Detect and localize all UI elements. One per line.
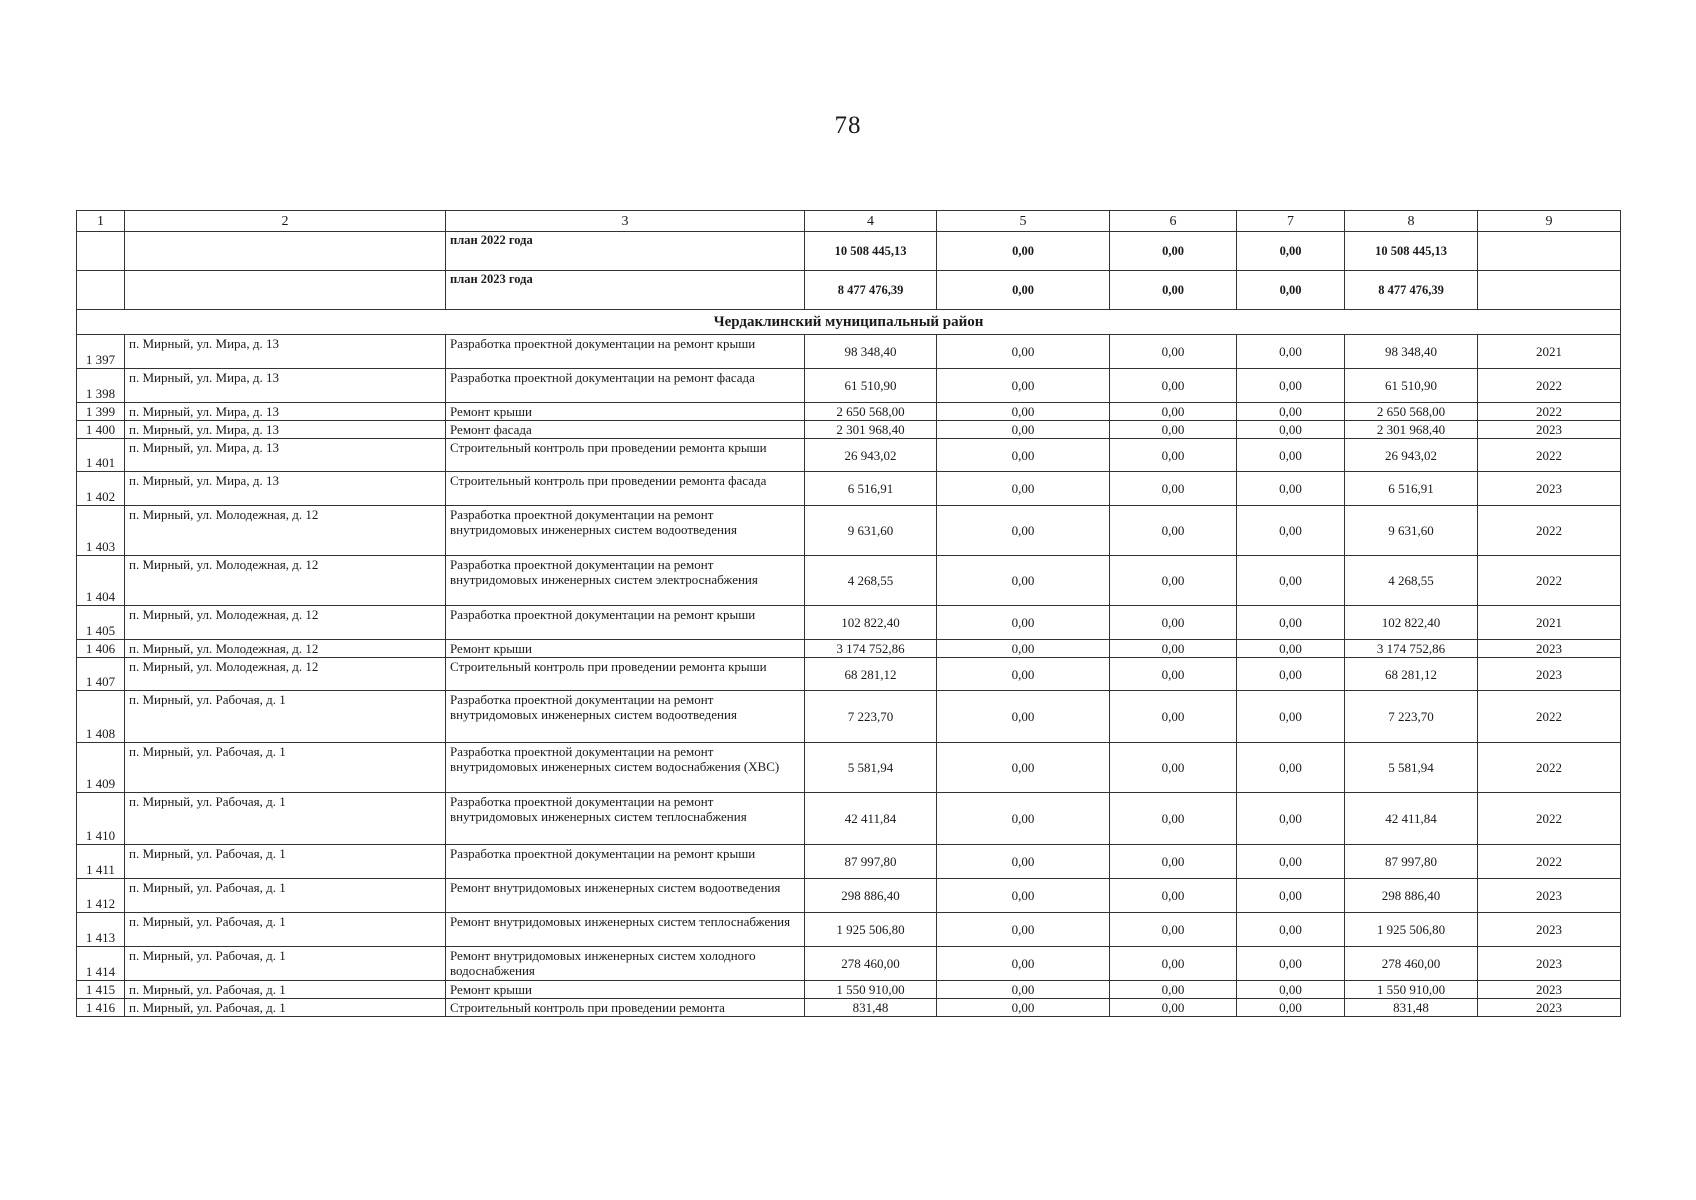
- fund-cell: 0,00: [937, 879, 1110, 913]
- year-cell: 2022: [1478, 691, 1621, 743]
- year-cell: 2022: [1478, 403, 1621, 421]
- work-type-cell: Строительный контроль при проведении ремонта крыши: [446, 439, 805, 472]
- fund-cell: 0,00: [937, 658, 1110, 691]
- address-cell: п. Мирный, ул. Рабочая, д. 1: [125, 845, 446, 879]
- local-budget-cell: 0,00: [1237, 999, 1345, 1017]
- budget-cell: 0,00: [1110, 403, 1237, 421]
- row-number: 1 401: [77, 439, 125, 472]
- owners-funds-cell: 102 822,40: [1345, 606, 1478, 640]
- work-type-cell: Ремонт внутридомовых инженерных систем водоотведения: [446, 879, 805, 913]
- fund-cell: 0,00: [937, 981, 1110, 999]
- work-type-cell: Разработка проектной документации на ремонт крыши: [446, 335, 805, 369]
- year-cell: 2023: [1478, 472, 1621, 506]
- row-number: 1 414: [77, 947, 125, 981]
- fund-cell: 0,00: [937, 335, 1110, 369]
- owners-funds-cell: 98 348,40: [1345, 335, 1478, 369]
- table-row: [77, 606, 1621, 640]
- year-cell: 2022: [1478, 439, 1621, 472]
- work-type-cell: Разработка проектной документации на ремонт фасада: [446, 369, 805, 403]
- plan-cell: 0,00: [937, 271, 1110, 310]
- address-cell: п. Мирный, ул. Рабочая, д. 1: [125, 981, 446, 999]
- local-budget-cell: 0,00: [1237, 439, 1345, 472]
- total-cost-cell: 278 460,00: [805, 947, 937, 981]
- budget-cell: 0,00: [1110, 845, 1237, 879]
- year-cell: 2023: [1478, 947, 1621, 981]
- total-cost-cell: 3 174 752,86: [805, 640, 937, 658]
- work-type-cell: Ремонт крыши: [446, 981, 805, 999]
- fund-cell: 0,00: [937, 506, 1110, 556]
- address-cell: п. Мирный, ул. Мира, д. 13: [125, 335, 446, 369]
- local-budget-cell: 0,00: [1237, 879, 1345, 913]
- region-row: [77, 310, 1621, 335]
- row-number: 1 416: [77, 999, 125, 1017]
- page-number: 78: [834, 112, 862, 139]
- owners-funds-cell: 61 510,90: [1345, 369, 1478, 403]
- row-number: 1 402: [77, 472, 125, 506]
- year-cell: 2022: [1478, 556, 1621, 606]
- fund-cell: 0,00: [937, 845, 1110, 879]
- row-number: 1 399: [77, 403, 125, 421]
- fund-cell: 0,00: [937, 472, 1110, 506]
- row-number: 1 397: [77, 335, 125, 369]
- work-type-cell: Ремонт фасада: [446, 421, 805, 439]
- budget-cell: 0,00: [1110, 640, 1237, 658]
- address-cell: п. Мирный, ул. Молодежная, д. 12: [125, 658, 446, 691]
- total-cost-cell: 9 631,60: [805, 506, 937, 556]
- table-row: [77, 691, 1621, 743]
- local-budget-cell: 0,00: [1237, 606, 1345, 640]
- table-row: [77, 999, 1621, 1017]
- plan-cell: 0,00: [937, 232, 1110, 271]
- column-header: 1: [77, 211, 125, 232]
- table-row: [77, 879, 1621, 913]
- program-table: [76, 210, 1621, 1017]
- budget-cell: 0,00: [1110, 606, 1237, 640]
- total-cost-cell: 298 886,40: [805, 879, 937, 913]
- total-cost-cell: 2 650 568,00: [805, 403, 937, 421]
- address-cell: п. Мирный, ул. Рабочая, д. 1: [125, 793, 446, 845]
- row-number: 1 406: [77, 640, 125, 658]
- address-cell: п. Мирный, ул. Рабочая, д. 1: [125, 913, 446, 947]
- owners-funds-cell: 298 886,40: [1345, 879, 1478, 913]
- year-cell: 2022: [1478, 743, 1621, 793]
- row-number: 1 411: [77, 845, 125, 879]
- year-cell: 2023: [1478, 981, 1621, 999]
- local-budget-cell: 0,00: [1237, 658, 1345, 691]
- row-number: 1 405: [77, 606, 125, 640]
- budget-cell: 0,00: [1110, 472, 1237, 506]
- address-cell: п. Мирный, ул. Мира, д. 13: [125, 472, 446, 506]
- budget-cell: 0,00: [1110, 421, 1237, 439]
- column-header: 7: [1237, 211, 1345, 232]
- table-row: [77, 556, 1621, 606]
- row-number: 1 407: [77, 658, 125, 691]
- table-row: [77, 743, 1621, 793]
- fund-cell: 0,00: [937, 640, 1110, 658]
- budget-cell: 0,00: [1110, 658, 1237, 691]
- local-budget-cell: 0,00: [1237, 556, 1345, 606]
- plan-cell: 0,00: [1237, 232, 1345, 271]
- address-cell: п. Мирный, ул. Мира, д. 13: [125, 421, 446, 439]
- total-cost-cell: 2 301 968,40: [805, 421, 937, 439]
- address-cell: п. Мирный, ул. Мира, д. 13: [125, 369, 446, 403]
- total-cost-cell: 1 550 910,00: [805, 981, 937, 999]
- owners-funds-cell: 278 460,00: [1345, 947, 1478, 981]
- row-number: 1 409: [77, 743, 125, 793]
- row-number: 1 410: [77, 793, 125, 845]
- plan-cell: 8 477 476,39: [1345, 271, 1478, 310]
- budget-cell: 0,00: [1110, 947, 1237, 981]
- fund-cell: 0,00: [937, 403, 1110, 421]
- fund-cell: 0,00: [937, 913, 1110, 947]
- budget-cell: 0,00: [1110, 369, 1237, 403]
- fund-cell: 0,00: [937, 947, 1110, 981]
- table-row: [77, 506, 1621, 556]
- table-row: [77, 369, 1621, 403]
- owners-funds-cell: 2 301 968,40: [1345, 421, 1478, 439]
- address-cell: п. Мирный, ул. Мира, д. 13: [125, 403, 446, 421]
- local-budget-cell: 0,00: [1237, 335, 1345, 369]
- budget-cell: 0,00: [1110, 793, 1237, 845]
- owners-funds-cell: 6 516,91: [1345, 472, 1478, 506]
- total-cost-cell: 102 822,40: [805, 606, 937, 640]
- work-type-cell: Ремонт крыши: [446, 403, 805, 421]
- work-type-cell: Разработка проектной документации на ремонт внутридомовых инженерных систем электроснабжения: [446, 556, 805, 606]
- column-header: 6: [1110, 211, 1237, 232]
- total-cost-cell: 6 516,91: [805, 472, 937, 506]
- row-number: 1 415: [77, 981, 125, 999]
- budget-cell: 0,00: [1110, 439, 1237, 472]
- region-title: Чердаклинский муниципальный район: [77, 310, 1621, 335]
- budget-cell: 0,00: [1110, 691, 1237, 743]
- table-row: [77, 335, 1621, 369]
- local-budget-cell: 0,00: [1237, 640, 1345, 658]
- work-type-cell: Разработка проектной документации на ремонт крыши: [446, 845, 805, 879]
- owners-funds-cell: 26 943,02: [1345, 439, 1478, 472]
- work-type-cell: Разработка проектной документации на ремонт внутридомовых инженерных систем водоотведения: [446, 506, 805, 556]
- local-budget-cell: 0,00: [1237, 981, 1345, 999]
- owners-funds-cell: 1 550 910,00: [1345, 981, 1478, 999]
- plan-cell: 8 477 476,39: [805, 271, 937, 310]
- work-type-cell: Разработка проектной документации на ремонт внутридомовых инженерных систем водоотведения: [446, 691, 805, 743]
- owners-funds-cell: 3 174 752,86: [1345, 640, 1478, 658]
- column-number-row: [77, 211, 1621, 232]
- column-header: 4: [805, 211, 937, 232]
- row-number: 1 408: [77, 691, 125, 743]
- table-row: [77, 439, 1621, 472]
- year-cell: 2023: [1478, 913, 1621, 947]
- local-budget-cell: 0,00: [1237, 691, 1345, 743]
- table-row: [77, 403, 1621, 421]
- plan-cell: 0,00: [1110, 232, 1237, 271]
- address-cell: п. Мирный, ул. Рабочая, д. 1: [125, 743, 446, 793]
- local-budget-cell: 0,00: [1237, 947, 1345, 981]
- column-header: 5: [937, 211, 1110, 232]
- address-cell: п. Мирный, ул. Молодежная, д. 12: [125, 506, 446, 556]
- local-budget-cell: 0,00: [1237, 845, 1345, 879]
- budget-cell: 0,00: [1110, 556, 1237, 606]
- year-cell: 2023: [1478, 640, 1621, 658]
- total-cost-cell: 831,48: [805, 999, 937, 1017]
- work-type-cell: Разработка проектной документации на ремонт крыши: [446, 606, 805, 640]
- column-header: 2: [125, 211, 446, 232]
- column-header: 9: [1478, 211, 1621, 232]
- plan-row: [77, 232, 1621, 271]
- row-number: 1 404: [77, 556, 125, 606]
- total-cost-cell: 4 268,55: [805, 556, 937, 606]
- plan-cell: 10 508 445,13: [805, 232, 937, 271]
- year-cell: 2021: [1478, 335, 1621, 369]
- plan-cell: 0,00: [1237, 271, 1345, 310]
- budget-cell: 0,00: [1110, 506, 1237, 556]
- address-cell: п. Мирный, ул. Молодежная, д. 12: [125, 606, 446, 640]
- address-cell: п. Мирный, ул. Рабочая, д. 1: [125, 999, 446, 1017]
- local-budget-cell: 0,00: [1237, 421, 1345, 439]
- address-cell: п. Мирный, ул. Мира, д. 13: [125, 439, 446, 472]
- plan-label: план 2023 года: [446, 271, 805, 310]
- total-cost-cell: 1 925 506,80: [805, 913, 937, 947]
- budget-cell: 0,00: [1110, 999, 1237, 1017]
- work-type-cell: Ремонт внутридомовых инженерных систем холодного водоснабжения: [446, 947, 805, 981]
- local-budget-cell: 0,00: [1237, 369, 1345, 403]
- fund-cell: 0,00: [937, 439, 1110, 472]
- work-type-cell: Строительный контроль при проведении ремонта фасада: [446, 472, 805, 506]
- plan-cell: 10 508 445,13: [1345, 232, 1478, 271]
- owners-funds-cell: 9 631,60: [1345, 506, 1478, 556]
- address-cell: п. Мирный, ул. Рабочая, д. 1: [125, 879, 446, 913]
- total-cost-cell: 7 223,70: [805, 691, 937, 743]
- total-cost-cell: 42 411,84: [805, 793, 937, 845]
- plan-cell: 0,00: [1110, 271, 1237, 310]
- row-number: 1 413: [77, 913, 125, 947]
- plan-label: план 2022 года: [446, 232, 805, 271]
- address-cell: п. Мирный, ул. Рабочая, д. 1: [125, 691, 446, 743]
- local-budget-cell: 0,00: [1237, 743, 1345, 793]
- work-type-cell: Разработка проектной документации на ремонт внутридомовых инженерных систем теплоснабжения: [446, 793, 805, 845]
- owners-funds-cell: 5 581,94: [1345, 743, 1478, 793]
- table-row: [77, 793, 1621, 845]
- work-type-cell: Строительный контроль при проведении ремонта: [446, 999, 805, 1017]
- table-row: [77, 658, 1621, 691]
- year-cell: 2022: [1478, 845, 1621, 879]
- budget-cell: 0,00: [1110, 879, 1237, 913]
- owners-funds-cell: 42 411,84: [1345, 793, 1478, 845]
- year-cell: 2021: [1478, 606, 1621, 640]
- total-cost-cell: 68 281,12: [805, 658, 937, 691]
- year-cell: 2022: [1478, 793, 1621, 845]
- year-cell: 2023: [1478, 421, 1621, 439]
- row-number: 1 403: [77, 506, 125, 556]
- work-type-cell: Ремонт внутридомовых инженерных систем теплоснабжения: [446, 913, 805, 947]
- budget-cell: 0,00: [1110, 981, 1237, 999]
- owners-funds-cell: 1 925 506,80: [1345, 913, 1478, 947]
- column-header: 3: [446, 211, 805, 232]
- local-budget-cell: 0,00: [1237, 793, 1345, 845]
- column-header: 8: [1345, 211, 1478, 232]
- year-cell: 2023: [1478, 658, 1621, 691]
- owners-funds-cell: 68 281,12: [1345, 658, 1478, 691]
- budget-cell: 0,00: [1110, 913, 1237, 947]
- total-cost-cell: 5 581,94: [805, 743, 937, 793]
- budget-cell: 0,00: [1110, 743, 1237, 793]
- row-number: 1 400: [77, 421, 125, 439]
- fund-cell: 0,00: [937, 743, 1110, 793]
- fund-cell: 0,00: [937, 999, 1110, 1017]
- owners-funds-cell: 2 650 568,00: [1345, 403, 1478, 421]
- owners-funds-cell: 831,48: [1345, 999, 1478, 1017]
- fund-cell: 0,00: [937, 556, 1110, 606]
- address-cell: п. Мирный, ул. Молодежная, д. 12: [125, 556, 446, 606]
- row-number: 1 412: [77, 879, 125, 913]
- total-cost-cell: 87 997,80: [805, 845, 937, 879]
- work-type-cell: Разработка проектной документации на ремонт внутридомовых инженерных систем водоснабжения (ХВС): [446, 743, 805, 793]
- local-budget-cell: 0,00: [1237, 403, 1345, 421]
- table-row: [77, 640, 1621, 658]
- work-type-cell: Ремонт крыши: [446, 640, 805, 658]
- owners-funds-cell: 87 997,80: [1345, 845, 1478, 879]
- row-number: 1 398: [77, 369, 125, 403]
- address-cell: п. Мирный, ул. Молодежная, д. 12: [125, 640, 446, 658]
- fund-cell: 0,00: [937, 369, 1110, 403]
- table-row: [77, 421, 1621, 439]
- table-row: [77, 913, 1621, 947]
- work-type-cell: Строительный контроль при проведении ремонта крыши: [446, 658, 805, 691]
- fund-cell: 0,00: [937, 421, 1110, 439]
- budget-cell: 0,00: [1110, 335, 1237, 369]
- table-row: [77, 472, 1621, 506]
- owners-funds-cell: 4 268,55: [1345, 556, 1478, 606]
- year-cell: 2022: [1478, 369, 1621, 403]
- total-cost-cell: 98 348,40: [805, 335, 937, 369]
- total-cost-cell: 26 943,02: [805, 439, 937, 472]
- fund-cell: 0,00: [937, 606, 1110, 640]
- local-budget-cell: 0,00: [1237, 506, 1345, 556]
- local-budget-cell: 0,00: [1237, 472, 1345, 506]
- year-cell: 2023: [1478, 879, 1621, 913]
- owners-funds-cell: 7 223,70: [1345, 691, 1478, 743]
- year-cell: 2023: [1478, 999, 1621, 1017]
- plan-row: [77, 271, 1621, 310]
- fund-cell: 0,00: [937, 793, 1110, 845]
- table-row: [77, 947, 1621, 981]
- local-budget-cell: 0,00: [1237, 913, 1345, 947]
- address-cell: п. Мирный, ул. Рабочая, д. 1: [125, 947, 446, 981]
- table-row: [77, 981, 1621, 999]
- year-cell: 2022: [1478, 506, 1621, 556]
- total-cost-cell: 61 510,90: [805, 369, 937, 403]
- table-row: [77, 845, 1621, 879]
- fund-cell: 0,00: [937, 691, 1110, 743]
